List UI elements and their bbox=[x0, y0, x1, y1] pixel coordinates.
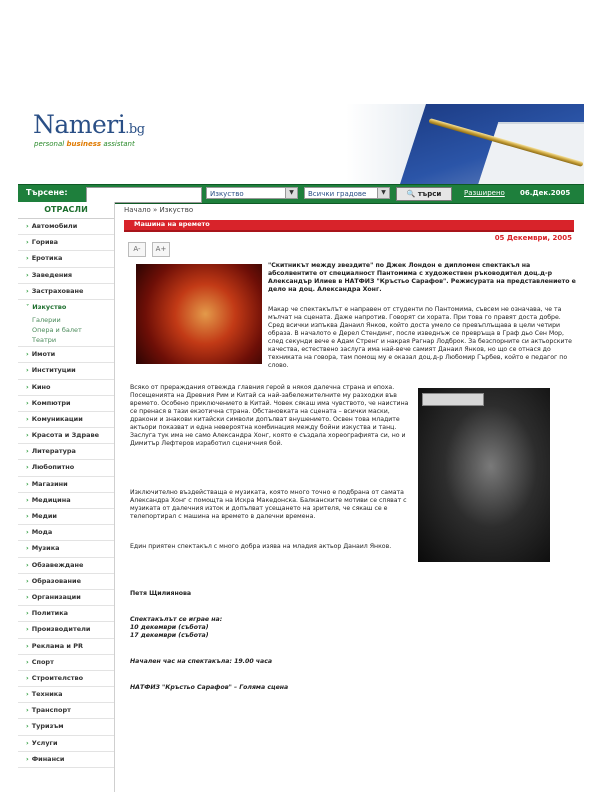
search-input[interactable] bbox=[86, 187, 202, 203]
sidebar-item[interactable]: › Любопитно bbox=[18, 460, 114, 476]
start-time: Начален час на спектакъла: 19.00 часа bbox=[130, 658, 273, 665]
site-tagline: personal business assistant bbox=[34, 140, 135, 148]
sidebar-item-active[interactable]: ˅ Изкуство bbox=[26, 302, 67, 311]
sidebar-item[interactable]: › Услуги bbox=[18, 736, 114, 752]
chevron-right-icon: › bbox=[26, 270, 29, 279]
sidebar-title: ОТРАСЛИ bbox=[18, 202, 114, 219]
sidebar-item[interactable]: › Еротика bbox=[18, 251, 114, 267]
article-paragraph: Всяко от прераждания отвежда главния герой в някоя далечна страна и епоха. Посещенията на Древния Рим и Китай са най-забележителните му разходки във времето. Особено приключението в Китай. Човек сякаш има чувството, че наистина се пренася в тази екзотична страна. Обстановката на сцената – всички маски, дракони и знакови китайски символи допълват внушението. Освен това младите актьори показват и една невероятна комбинация между бойни изкуства и танц. Заслуга тук има не само Александра Хонг, която е създала хореографията си, но и Димитър Лефтеров изработил сценичния бой. bbox=[130, 384, 409, 447]
chevron-right-icon: › bbox=[26, 238, 29, 247]
sidebar-item[interactable]: › Реклама и PR bbox=[18, 639, 114, 655]
chevron-right-icon: › bbox=[26, 479, 29, 488]
search-button[interactable]: 🔍 търси bbox=[396, 187, 452, 201]
article-paragraph: Макар че спектакълът е направен от студенти по Пантомима, съвсем не означава, че та мълчат на сцената. Даже напротив. Говорят си хората. При това го правят доста добре. Сред всички изпъква Данаил Янков, който доста умело се превъплъщава в цели четири образа. В началото е Дерел Стендинг, после изведнъж се превръща в Граф дьо Сен Мор, след секунди вече е Адам Стренг и накрая Рагнар Лодброк. За безспорните си актьорските качества, естествено заслуга има най-вече самият Данаил Янков, но що се отнася до техниката на говора, там помощ му е оказал доц.д-р Любомир Гърбев, който е педагог по слово. bbox=[268, 306, 572, 369]
shows-label: Спектакълът се играе на: bbox=[130, 616, 223, 623]
sidebar-item[interactable]: › Магазини bbox=[18, 477, 114, 493]
article-paragraph: Изключително въздействаща е музиката, която много точно е подбрана от самата Александра Хонг с помощта на Искра Македонска. Балканските мотиви се спяват с музиката от далечния изток и допълват усещането на зрителя, че сякаш се е телепортирал с машина на времето в далечни времена. bbox=[130, 489, 407, 520]
article-lead: "Скитникът между звездите" по Джек Лондон е дипломен спектакъл на абсолвентите от специалност Пантомима с художествен ръководител доц.д-р Александър Илиев в НАТФИЗ "Кръстьо Сарафов". Режисурата на представлението е дело на доц. Александра Хонг. bbox=[268, 262, 576, 293]
chevron-right-icon: › bbox=[26, 592, 29, 601]
sidebar-item[interactable]: › Красота и Здраве bbox=[18, 428, 114, 444]
sidebar-subitem[interactable]: Театри bbox=[18, 335, 114, 347]
sidebar-item[interactable]: › Транспорт bbox=[18, 703, 114, 719]
current-date: 06.Дек.2005 bbox=[520, 189, 571, 197]
sidebar-subitem[interactable]: Опера и балет bbox=[32, 326, 82, 335]
sidebar-item[interactable]: › Финанси bbox=[18, 752, 114, 768]
sidebar-subitem[interactable]: Галерии bbox=[32, 316, 61, 325]
sidebar-item[interactable]: › Комуникации bbox=[18, 412, 114, 428]
sidebar-item[interactable]: › Автомобили bbox=[18, 219, 114, 235]
chevron-right-icon: › bbox=[26, 576, 29, 585]
article-paragraph: Един приятен спектакъл с много добра изява на младия актьор Данаил Янков. bbox=[130, 543, 392, 550]
chevron-down-icon[interactable]: ▼ bbox=[285, 188, 297, 198]
sidebar-item[interactable]: › Техника bbox=[18, 687, 114, 703]
sidebar-item[interactable]: › Политика bbox=[18, 606, 114, 622]
sidebar-item[interactable]: › Туризъм bbox=[18, 719, 114, 735]
sidebar-item[interactable]: › Мода bbox=[18, 525, 114, 541]
sidebar-item[interactable]: › Спорт bbox=[18, 655, 114, 671]
chevron-right-icon: › bbox=[26, 254, 29, 263]
chevron-right-icon: › bbox=[26, 706, 29, 715]
sidebar-item[interactable]: › Образование bbox=[18, 574, 114, 590]
chevron-right-icon: › bbox=[26, 722, 29, 731]
sidebar-item[interactable]: › Организации bbox=[18, 590, 114, 606]
chevron-right-icon: › bbox=[26, 414, 29, 423]
sidebar-item[interactable]: › Музика bbox=[18, 541, 114, 557]
chevron-right-icon: › bbox=[26, 560, 29, 569]
city-select[interactable]: Всички градове ▼ bbox=[304, 187, 390, 199]
search-icon: 🔍 bbox=[406, 190, 416, 198]
sidebar-item[interactable]: › Заведения bbox=[18, 268, 114, 284]
chevron-right-icon: › bbox=[26, 528, 29, 537]
sidebar-item[interactable]: › Обзавеждане bbox=[18, 558, 114, 574]
section-title: Машина на времето bbox=[134, 220, 210, 228]
site-header bbox=[18, 104, 584, 184]
chevron-right-icon: › bbox=[26, 673, 29, 682]
chevron-right-icon: › bbox=[26, 286, 29, 295]
sidebar-item[interactable]: › Медицина bbox=[18, 493, 114, 509]
sidebar-item[interactable]: › Производители bbox=[18, 622, 114, 638]
article-photo-1 bbox=[136, 264, 262, 364]
search-bar bbox=[18, 184, 584, 204]
sidebar-item[interactable]: › Строителство bbox=[18, 671, 114, 687]
chevron-right-icon: › bbox=[26, 382, 29, 391]
article-author: Петя Щилиянова bbox=[130, 590, 192, 597]
chevron-right-icon: › bbox=[26, 495, 29, 504]
chevron-right-icon: › bbox=[26, 512, 29, 520]
image-toolbar[interactable] bbox=[422, 393, 484, 406]
article-area bbox=[118, 202, 584, 792]
sidebar-item[interactable]: › Компютри bbox=[18, 396, 114, 412]
site-logo[interactable]: Nameri.bg bbox=[33, 110, 145, 139]
chevron-right-icon: › bbox=[26, 754, 29, 763]
show-date: 10 декември (събота) bbox=[130, 624, 209, 631]
chevron-right-icon: › bbox=[26, 544, 29, 553]
chevron-right-icon: › bbox=[26, 657, 29, 666]
sidebar-item[interactable]: › Литература bbox=[18, 444, 114, 460]
chevron-right-icon: › bbox=[26, 641, 29, 650]
chevron-right-icon: › bbox=[26, 625, 29, 634]
chevron-right-icon: › bbox=[26, 366, 29, 375]
chevron-right-icon: › bbox=[26, 447, 29, 456]
article-photo-2 bbox=[418, 388, 550, 562]
advanced-search-link[interactable]: Разширено bbox=[464, 189, 505, 197]
chevron-right-icon: › bbox=[26, 690, 29, 699]
font-larger-button[interactable]: A+ bbox=[152, 242, 170, 257]
chevron-right-icon: › bbox=[26, 398, 29, 407]
section-title-bar bbox=[124, 220, 574, 232]
venue: НАТФИЗ "Кръстьо Сарафов" – Голяма сцена bbox=[130, 684, 289, 691]
chevron-right-icon: › bbox=[26, 350, 29, 359]
article-date: 05 Декември, 2005 bbox=[494, 234, 572, 242]
chevron-down-icon: ˅ bbox=[26, 302, 30, 311]
chevron-right-icon: › bbox=[26, 609, 29, 618]
font-smaller-button[interactable]: A- bbox=[128, 242, 146, 257]
search-label: Търсене: bbox=[26, 188, 68, 197]
chevron-down-icon[interactable]: ▼ bbox=[377, 188, 389, 198]
chevron-right-icon: › bbox=[26, 431, 29, 440]
sidebar-item[interactable]: › Горива bbox=[18, 235, 114, 251]
sidebar-item[interactable]: › Имоти bbox=[18, 347, 114, 363]
show-date: 17 декември (събота) bbox=[130, 632, 209, 639]
chevron-right-icon: › bbox=[26, 738, 29, 747]
sidebar-item[interactable]: › Институции bbox=[18, 363, 114, 379]
sidebar-item[interactable]: › Кино bbox=[18, 380, 114, 396]
sidebar-item[interactable]: › Медии bbox=[18, 509, 114, 525]
sidebar-item[interactable]: › Застраховане bbox=[18, 284, 114, 300]
breadcrumb[interactable]: Начало » Изкуство bbox=[124, 206, 194, 214]
chevron-right-icon: › bbox=[26, 222, 29, 230]
categories-sidebar bbox=[18, 202, 115, 792]
chevron-right-icon: › bbox=[26, 463, 29, 472]
category-select[interactable]: Изкуство ▼ bbox=[206, 187, 298, 199]
